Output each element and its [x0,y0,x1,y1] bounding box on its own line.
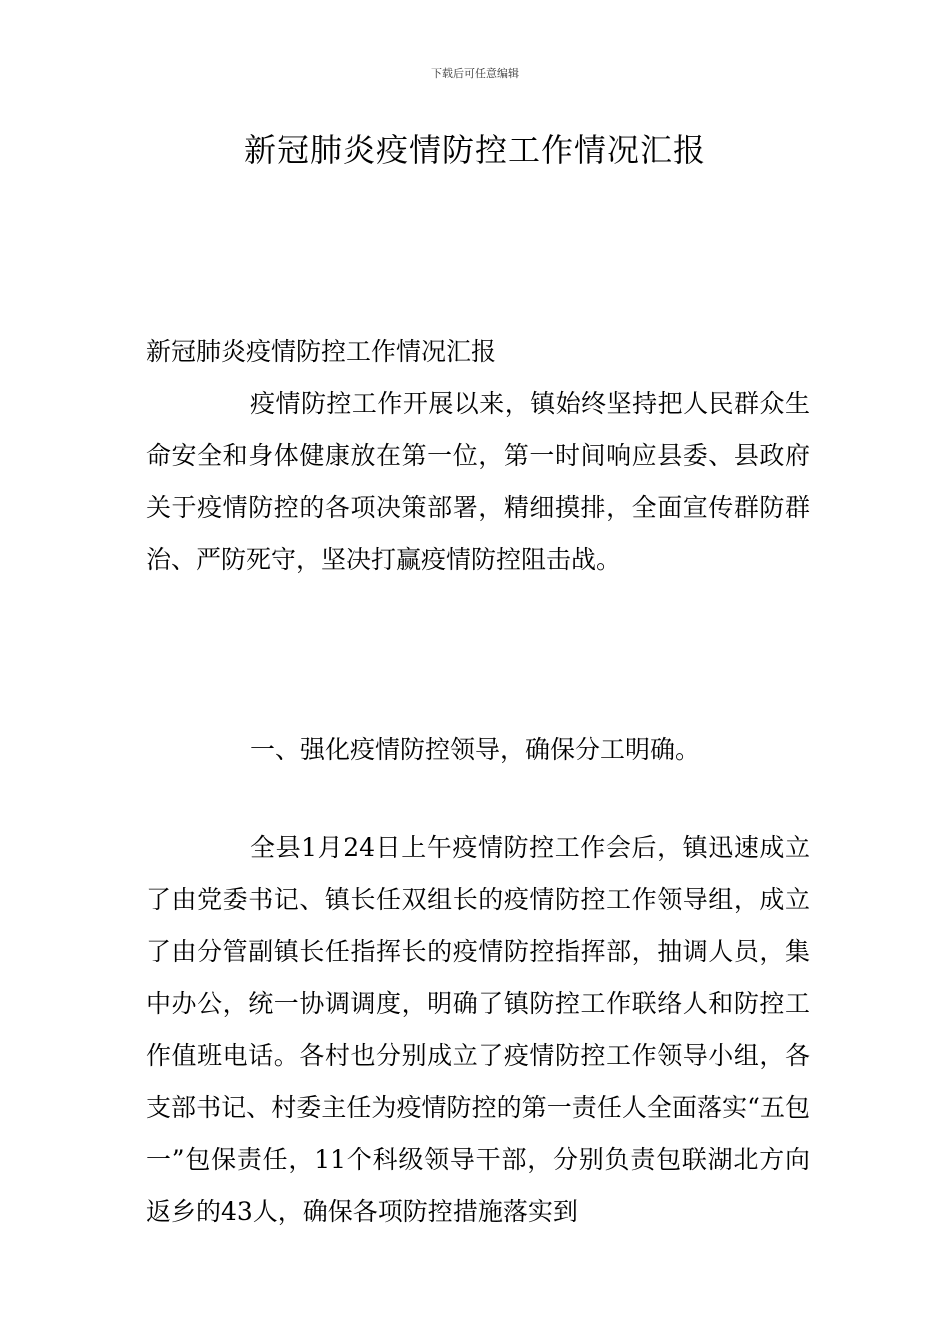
document-title: 新冠肺炎疫情防控工作情况汇报 [243,131,706,169]
document-subtitle: 新冠肺炎疫情防控工作情况汇报 [146,337,497,366]
section-heading-1: 一、强化疫情防控领导，确保分工明确。 [250,735,701,764]
header-note: 下载后可任意编辑 [431,67,519,80]
intro-paragraph: 疫情防控工作开展以来，镇始终坚持把人民群众生命安全和身体健康放在第一位，第一时间响应县委、县政府关于疫情防控的各项决策部署，精细摸排，全面宣传群防群治、严防死守，坚决打赢疫情防控阻击战。 [146,389,810,574]
section-1-paragraph: 全县1月24日上午疫情防控工作会后，镇迅速成立了由党委书记、镇长任双组长的疫情防控工作领导组，成立了由分管副镇长任指挥长的疫情防控指挥部，抽调人员，集中办公，统一协调调度，明确了镇防控工作联络人和防控工作值班电话。各村也分别成立了疫情防控工作领导小组，各支部书记、村委主任为疫情防控的第一责任人全面落实“五包一”包保责任，11个科级领导干部，分别负责包联湖北方向返乡的43人，确保各项防控措施落实到 [146,833,810,1226]
